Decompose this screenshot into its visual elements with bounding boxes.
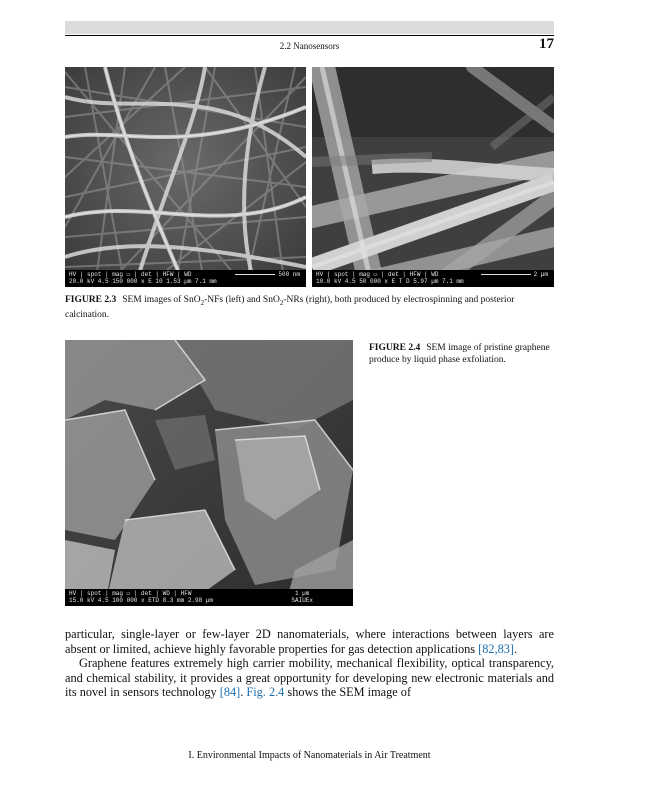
figure-2-3-label: FIGURE 2.3 xyxy=(65,295,117,305)
scale-bar xyxy=(481,271,548,278)
body-text xyxy=(65,627,554,700)
scale-label: 2 µm xyxy=(533,271,548,278)
nanorod-micrograph xyxy=(312,67,554,287)
databar-headers: HV | spot | mag ▭ | det | HFW | WD xyxy=(316,271,439,278)
databar-values: 20.0 kV 4.5 150 000 x E 10 1.53 µm 7.1 mm xyxy=(69,278,217,285)
header-bar xyxy=(65,21,554,34)
footer: I. Environmental Impacts of Nanomaterials in Air Treatment xyxy=(188,750,431,761)
sem-databar xyxy=(312,270,554,287)
figure-2-4-caption: FIGURE 2.4 SEM image of pristine graphene produce by liquid phase exfoliation. xyxy=(369,343,550,365)
graphene-micrograph xyxy=(65,340,353,606)
citation-link[interactable]: [84] xyxy=(219,685,241,699)
facility-label: SAIUEx xyxy=(291,597,313,604)
sem-databar xyxy=(65,589,353,606)
databar-values: 15.0 kV 4.5 100 000 x ETD 8.3 mm 2.98 µm xyxy=(69,597,214,604)
nanofiber-micrograph xyxy=(65,67,306,287)
header-rule xyxy=(65,35,554,36)
paragraph-2: Graphene features extremely high carrier mobility, mechanical flexibility, optical transparency, and chemical stability, it provides a great opportunity for developing new electronic materials and its novel in sensors technology [84]. Fig. 2.4 shows the SEM image of xyxy=(65,656,554,699)
sem-image-sno2-nanorods xyxy=(312,67,554,287)
paragraph-1: particular, single-layer or few-layer 2D nanomaterials, where interactions between layers are absent or limited, achieve highly favorable properties for gas detection applications [82,83]. xyxy=(65,627,554,656)
figure-reference-link[interactable]: Fig. 2.4 xyxy=(246,685,285,699)
citation-link[interactable]: [82,83] xyxy=(478,641,515,656)
sem-image-sno2-nanofibers xyxy=(65,67,306,287)
figure-2-3-caption: FIGURE 2.3 SEM images of SnO$_2$-NFs (left) and SnO$_2$-NRs (right), both produced by electrospinning and posterior calcination. xyxy=(65,295,515,320)
scale-label: 500 nm xyxy=(278,271,300,278)
running-head: 2.2 Nanosensors xyxy=(279,41,340,51)
page-number: 17 xyxy=(539,36,554,52)
databar-values: 10.0 kV 4.5 50 000 x E T D 5.97 µm 7.1 mm xyxy=(316,278,464,285)
scale-label: 1 µm xyxy=(294,590,310,597)
figure-2-4-label: FIGURE 2.4 xyxy=(369,343,421,353)
scale-bar xyxy=(235,271,300,278)
databar-headers: HV | spot | mag ▭ | det | WD | HFW xyxy=(69,590,192,597)
databar-headers: HV | spot | mag ▭ | det | HFW | WD xyxy=(69,271,192,278)
scale-bar xyxy=(291,590,313,604)
sem-image-graphene xyxy=(65,340,353,606)
sem-databar xyxy=(65,270,306,287)
